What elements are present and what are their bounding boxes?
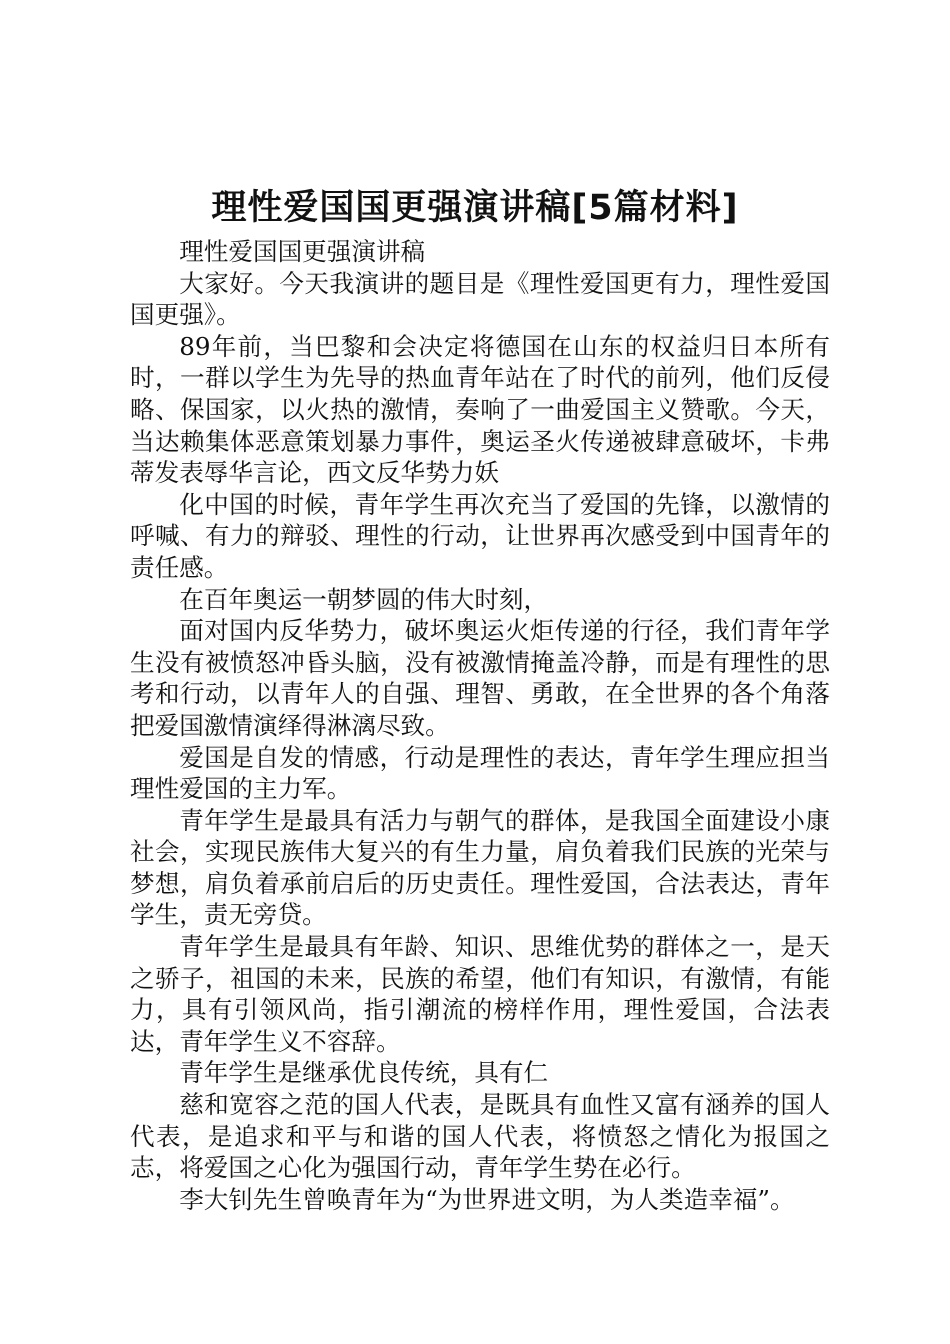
paragraph: 青年学生是最具有活力与朝气的群体，是我国全面建设小康社会，实现民族伟大复兴的有生力量，肩负着我们民族的光荣与梦想，肩负着承前启后的历史责任。理性爱国，合法表达，青年学生，责无旁贷。 [130, 805, 830, 930]
document-title: 理性爱国国更强演讲稿[5篇材料] [211, 188, 739, 228]
paragraph: 爱国是自发的情感，行动是理性的表达，青年学生理应担当理性爱国的主力军。 [130, 742, 830, 804]
paragraph: 李大钊先生曾唤青年为“为世界进文明，为人类造幸福”。 [179, 1184, 795, 1214]
paragraph: 青年学生是最具有年龄、知识、思维优势的群体之一，是天之骄子，祖国的未来，民族的希望，他们有知识，有激情，有能力，具有引领风尚，指引潮流的榜样作用，理性爱国，合法表达，青年学生义不容辞。 [130, 932, 830, 1056]
paragraph: 青年学生是继承优良传统，具有仁 [179, 1058, 549, 1088]
paragraph: 慈和宽容之范的国人代表，是既具有血性又富有涵养的国人代表，是追求和平与和谐的国人代表，将愤怒之情化为报国之志，将爱国之心化为强国行动，青年学生势在必行。 [130, 1090, 830, 1183]
paragraph: 面对国内反华势力，破坏奥运火炬传递的行径，我们青年学生没有被愤怒冲昏头脑，没有被激情掩盖冷静，而是有理性的思考和行动，以青年人的自强、理智、勇敢，在全世界的各个角落把爱国激情演绎得淋漓尽致。 [130, 616, 830, 740]
paragraph: 89年前，当巴黎和会决定将德国在山东的权益归日本所有时，一群以学生为先导的热血青年站在了时代的前列，他们反侵略、保国家，以火热的激情，奏响了一曲爱国主义赞歌。今天，当达赖集体恶意策划暴力事件，奥运圣火传递被肆意破坏，卡弗蒂发表辱华言论，西文反华势力妖 [130, 331, 830, 488]
paragraph: 大家好。今天我演讲的题目是《理性爱国更有力，理性爱国国更强》。 [130, 268, 830, 330]
paragraph: 化中国的时候，青年学生再次充当了爱国的先锋，以激情的呼喊、有力的辩驳、理性的行动，让世界再次感受到中国青年的责任感。 [130, 489, 830, 582]
paragraph: 在百年奥运一朝梦圆的伟大时刻， [179, 584, 549, 614]
paragraph: 理性爱国国更强演讲稿 [179, 237, 426, 266]
document-body [130, 236, 830, 1215]
